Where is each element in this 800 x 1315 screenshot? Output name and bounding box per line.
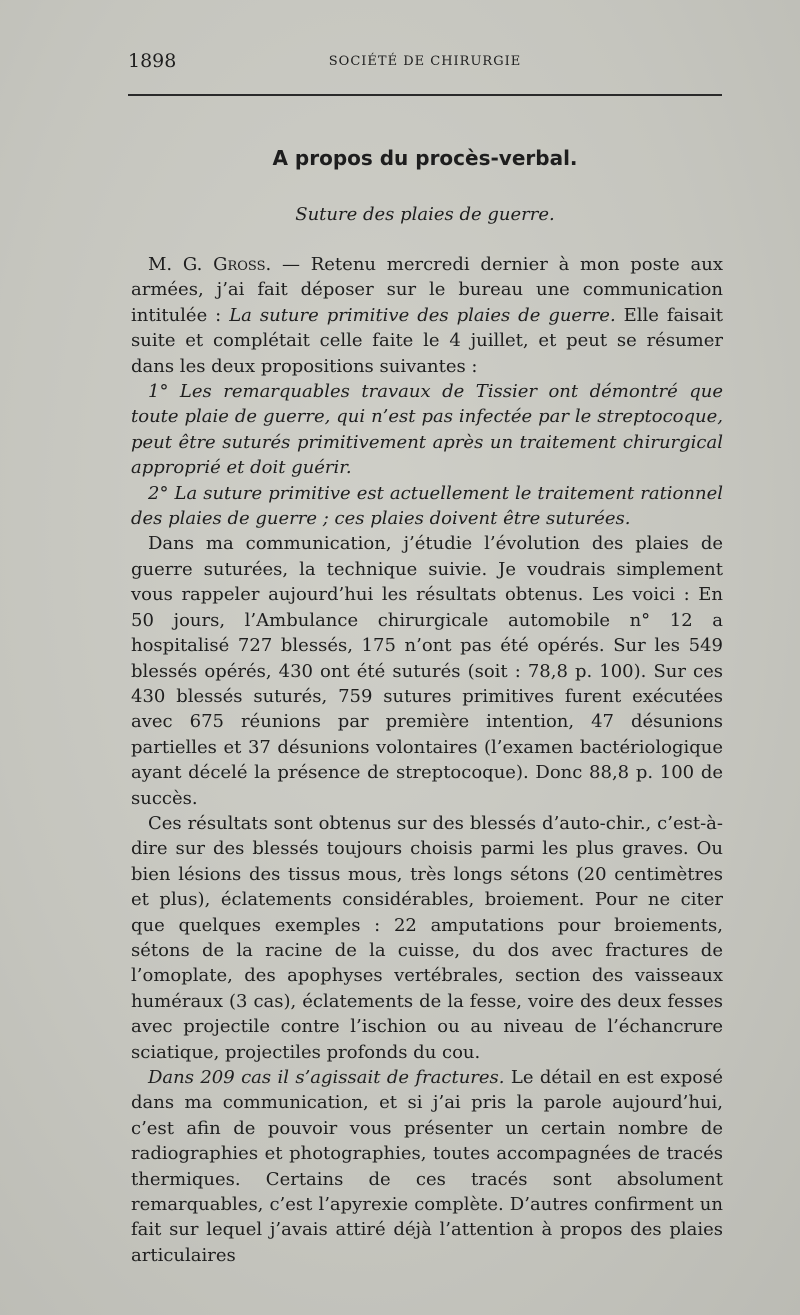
proposition-1: 1° Les remarquables travaux de Tissier ont démontré que toute plaie de guerre, qui n’est pas infectée par le streptocoque, peut être suturés primitivement après un traitement chirurgical approprié et doit guérir. (131, 381, 723, 479)
header-rule (128, 94, 722, 96)
paragraph-fractures (131, 1065, 723, 1268)
section-subtitle: Suture des plaies de guerre. (295, 204, 555, 225)
page-header (128, 50, 722, 80)
page-number: 1898 (128, 50, 177, 72)
paragraph-fractures-text: Le détail en est exposé dans ma communication, et si j’ai pris la parole aujourd’hui, c’est afin de pouvoir vous présenter un certain nombre de radiographies et photographies, toutes accompagnées de tracés thermiques. Certains de ces tracés sont absolument remarquables, c’est l’apyrexie complète. D’autres confirment un fait sur lequel j’avais attiré déjà l’attention à propos des plaies articulaires (131, 1067, 723, 1266)
body-text (131, 252, 723, 1268)
running-head: SOCIÉTÉ DE CHIRURGIE (328, 54, 522, 69)
proposition-2: 2° La suture primitive est actuellement le traitement rationnel des plaies de guerre ; ces plaies doivent être suturées. (131, 482, 723, 530)
section-title: A propos du procès-verbal. (272, 146, 578, 170)
paragraph-cases: Ces résultats sont obtenus sur des blessés d’auto-chir., c’est-à-dire sur des blessés toujours choisis parmi les plus graves. Ou bien lésions des tissus mous, très longs sétons (20 centimètres et plus), éclatements considérables, broiement. Pour ne citer que quelques exemples : 22 amputations pour broiements, sétons de la racine de la cuisse, du dos avec fractures de l’omoplate, des apophyses vertébrales, section des vaisseaux huméraux (3 cas), éclatements de la fesse, voire des deux fesses avec projectile contre l’ischion ou au niveau de l’échancrure sciatique, projectiles profonds du cou. (131, 812, 723, 1063)
paragraph-1 (131, 252, 723, 379)
paragraph-1-text-b: Elle faisait suite et complétait celle faite le 4 juillet, et peut se résumer dans les deux propositions suivantes : (131, 304, 723, 377)
fractures-lead: Dans 209 cas il s’agissait de fractures. (148, 1067, 505, 1088)
paragraph-results: Dans ma communication, j’étudie l’évolution des plaies de guerre suturées, la technique suivie. Je voudrais simplement vous rappeler aujourd’hui les résultats obtenus. Les voici : En 50 jours, l’Ambulance chirurgicale automobile n° 12 a hospitalisé 727 blessés, 175 n’ont pas été opérés. Sur les 549 blessés opérés, 430 ont été suturés (soit : 78,8 p. 100). Sur ces 430 blessés suturés, 759 sutures primitives furent exécutées avec 675 réunions par première intention, 47 désunions partielles et 37 désunions volontaires (l’examen bactériologique ayant décelé la présence de streptocoque). Donc 88,8 p. 100 de succès. (131, 533, 723, 809)
speaker-name: M. G. Gross. (148, 254, 272, 275)
paragraph-1-text-a: — Retenu mercredi dernier à mon poste aux armées, j’ai fait déposer sur le bureau une communication intitulée : (131, 254, 723, 326)
communication-title: La suture primitive des plaies de guerre. (229, 304, 616, 326)
